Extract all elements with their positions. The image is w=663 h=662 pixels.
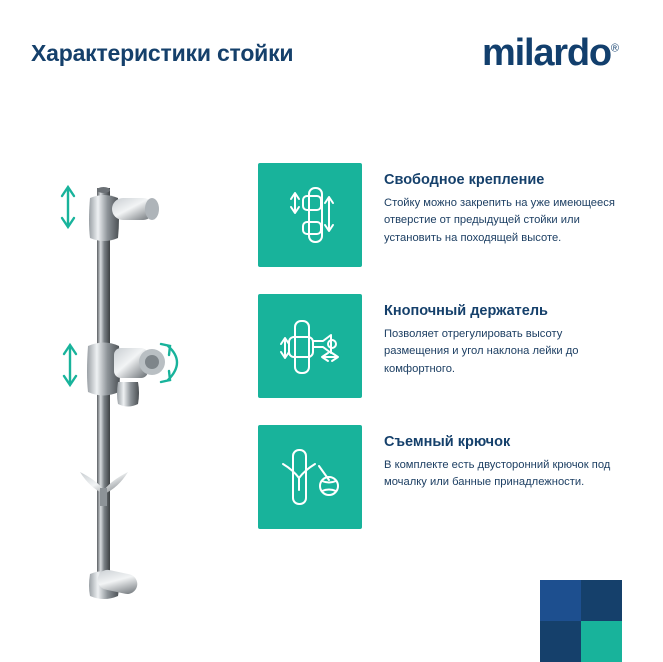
decor-square-blue xyxy=(540,580,581,621)
feature-text xyxy=(362,163,622,247)
product-illustration xyxy=(40,150,230,600)
feature-item xyxy=(258,294,633,398)
feature-list xyxy=(258,163,633,556)
feature-title: Кнопочный держатель xyxy=(384,303,548,319)
feature-text xyxy=(362,294,622,378)
feature-title: Съемный крючок xyxy=(384,434,511,450)
brand-logo-text: milardo xyxy=(482,32,611,74)
removable-hook-icon xyxy=(258,425,362,529)
feature-description: В комплекте есть двусторонний крючок под мочалку или банные принадлежности. xyxy=(384,459,611,489)
registered-mark: ® xyxy=(610,42,619,55)
feature-description: Стойку можно закрепить на уже имеющееся отверстие от предыдущей стойки или установить на походящей высоте. xyxy=(384,197,615,244)
button-holder-icon xyxy=(258,294,362,398)
decor-square-navy-lower xyxy=(540,621,581,662)
feature-description: Позволяет отрегулировать высоту размещения и угол наклона лейки до комфортного. xyxy=(384,328,579,375)
page-title: Характеристики стойки xyxy=(31,40,294,66)
feature-title: Свободное крепление xyxy=(384,172,545,188)
shower-rail-svg xyxy=(40,150,230,600)
decor-square-teal xyxy=(581,621,622,662)
rail-bracket-icon xyxy=(258,163,362,267)
removable-hook-icon-svg xyxy=(275,442,345,512)
button-holder-icon-svg xyxy=(275,311,345,381)
decor-square-navy xyxy=(581,580,622,621)
brand-logo xyxy=(482,34,619,72)
feature-item xyxy=(258,425,633,529)
rail-bracket-icon-svg xyxy=(275,180,345,250)
feature-item xyxy=(258,163,633,267)
feature-text xyxy=(362,425,622,492)
